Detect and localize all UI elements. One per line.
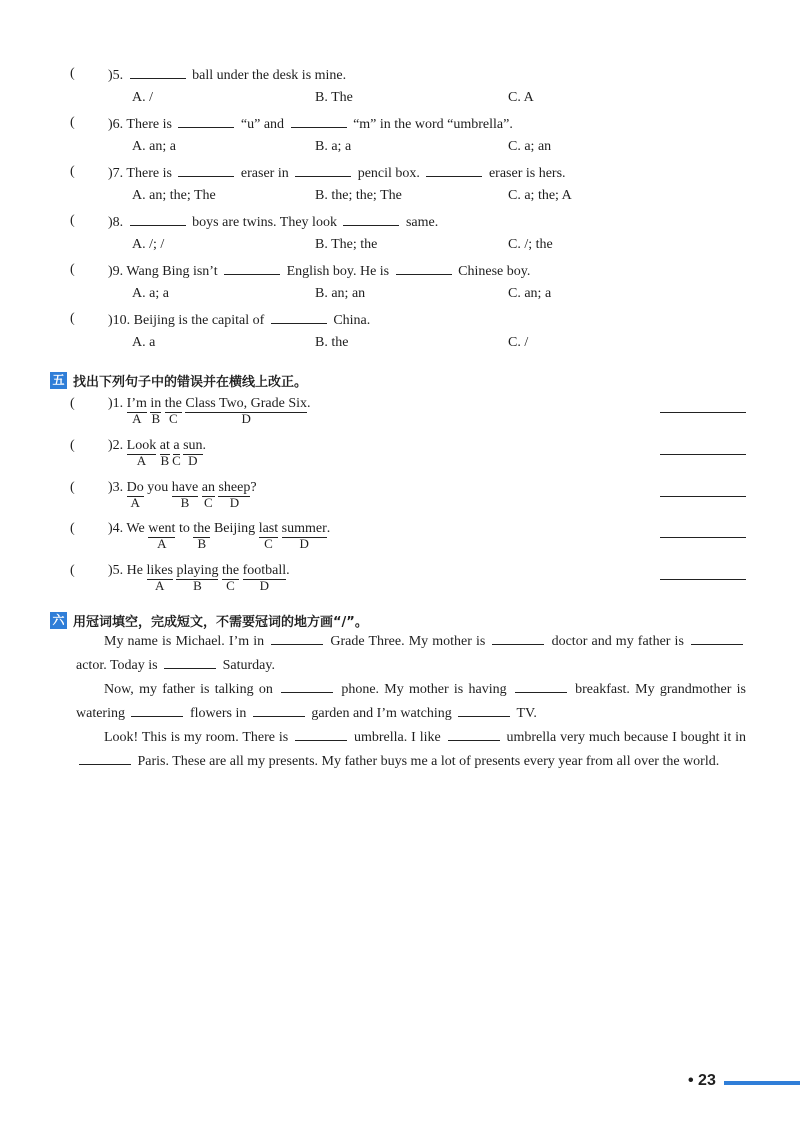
underlined-segment bbox=[218, 480, 251, 510]
sentence-text: We bbox=[126, 521, 149, 536]
segment-label: B bbox=[197, 536, 207, 551]
underlined-segment bbox=[281, 521, 327, 551]
segment-label: A bbox=[132, 411, 142, 426]
segment-text: at bbox=[159, 438, 170, 453]
underlined-segment bbox=[150, 396, 162, 426]
question-number: )7. bbox=[108, 166, 127, 181]
segment-text: summer bbox=[281, 521, 327, 536]
question-bracket[interactable]: ( bbox=[70, 480, 75, 495]
segment-label: B bbox=[160, 453, 170, 468]
passage-text: garden and I’m watching bbox=[307, 706, 456, 721]
question-number: )8. bbox=[108, 215, 127, 230]
error-sentence bbox=[108, 563, 290, 593]
question-bracket[interactable]: ( bbox=[70, 521, 75, 536]
answer-blank[interactable] bbox=[130, 66, 186, 79]
underlined-segment bbox=[148, 521, 176, 551]
section-five-header bbox=[50, 371, 307, 390]
passage-text: breakfast. My grandmother is watering bbox=[76, 682, 746, 721]
segment-label: D bbox=[299, 536, 309, 551]
answer-option: C. a; the; A bbox=[508, 188, 572, 203]
segment-label: C bbox=[226, 578, 235, 593]
segment-text: the bbox=[193, 521, 211, 536]
sentence-text: you bbox=[143, 480, 172, 495]
answer-option: B. The; the bbox=[315, 237, 378, 252]
question-number: )10. bbox=[108, 313, 134, 328]
underlined-segment bbox=[171, 480, 199, 510]
answer-blank[interactable] bbox=[79, 752, 131, 765]
passage-text: flowers in bbox=[186, 706, 250, 721]
answer-blank[interactable] bbox=[271, 311, 327, 324]
passage-text: actor. Today is bbox=[76, 658, 162, 673]
answer-blank[interactable] bbox=[178, 164, 234, 177]
segment-label: C bbox=[172, 453, 181, 468]
passage-text: My name is Michael. I’m in bbox=[104, 634, 269, 649]
segment-text: playing bbox=[176, 563, 219, 578]
segment-label: B bbox=[193, 578, 202, 593]
passage-text: umbrella. I like bbox=[350, 730, 445, 745]
underlined-segment bbox=[221, 563, 240, 593]
answer-blank[interactable] bbox=[396, 262, 452, 275]
segment-text: the bbox=[221, 563, 240, 578]
question-text: “m” in the word “umbrella”. bbox=[349, 117, 513, 132]
answer-blank[interactable] bbox=[291, 115, 347, 128]
segment-label: A bbox=[130, 495, 140, 510]
question-bracket[interactable]: ( bbox=[70, 66, 75, 81]
passage-paragraph bbox=[76, 726, 746, 774]
segment-label: A bbox=[136, 453, 147, 468]
question-bracket[interactable]: ( bbox=[70, 311, 75, 326]
underlined-segment bbox=[193, 521, 211, 551]
answer-option: A. / bbox=[132, 90, 153, 105]
segment-label: D bbox=[259, 578, 270, 593]
passage-text: doctor and my father is bbox=[547, 634, 689, 649]
sentence-text: . bbox=[307, 396, 311, 411]
underlined-segment bbox=[126, 480, 144, 510]
passage-text: umbrella very much because I bought it in bbox=[502, 730, 746, 745]
segment-text: the bbox=[164, 396, 182, 411]
answer-option: A. /; / bbox=[132, 237, 165, 252]
question-text: boys are twins. They look bbox=[188, 215, 341, 230]
segment-label: D bbox=[188, 453, 198, 468]
error-sentence bbox=[108, 396, 311, 426]
passage-text: phone. My mother is having bbox=[336, 682, 512, 697]
answer-blank[interactable] bbox=[130, 213, 186, 226]
segment-text: sun bbox=[183, 438, 203, 453]
sentence-text: Beijing bbox=[210, 521, 259, 536]
underlined-segment bbox=[185, 396, 308, 426]
segment-text: in bbox=[150, 396, 162, 411]
underlined-segment bbox=[172, 438, 181, 468]
question-text: Chinese boy. bbox=[454, 264, 531, 279]
error-sentence bbox=[108, 480, 257, 510]
question-bracket[interactable]: ( bbox=[70, 396, 75, 411]
question-text: eraser in bbox=[237, 166, 293, 181]
segment-text: I’m bbox=[126, 396, 147, 411]
underlined-segment bbox=[164, 396, 182, 426]
segment-label: D bbox=[241, 411, 251, 426]
segment-text: Look bbox=[126, 438, 157, 453]
sentence-text: ? bbox=[250, 480, 257, 495]
section-six-title: 用冠词填空，完成短文，不需要冠词的地方画“/”。 bbox=[73, 615, 368, 630]
passage-text: Grade Three. My mother is bbox=[326, 634, 490, 649]
underlined-segment bbox=[146, 563, 173, 593]
question-bracket[interactable]: ( bbox=[70, 563, 75, 578]
segment-label: C bbox=[168, 411, 178, 426]
sentence-text: . bbox=[286, 563, 290, 578]
sentence-text: . bbox=[202, 438, 207, 453]
answer-blank[interactable] bbox=[271, 632, 323, 645]
correction-line[interactable] bbox=[660, 412, 746, 413]
answer-blank[interactable] bbox=[492, 632, 544, 645]
segment-label: A bbox=[157, 536, 167, 551]
question-bracket[interactable]: ( bbox=[70, 115, 75, 130]
underlined-segment bbox=[176, 563, 219, 593]
segment-text: sheep bbox=[218, 480, 251, 495]
section-five-badge: 五 bbox=[50, 372, 67, 389]
underlined-segment bbox=[126, 438, 157, 468]
passage-text: Paris. These are all my presents. My father buys me a lot of presents every year from all over the world. bbox=[134, 754, 720, 769]
segment-text: went bbox=[148, 521, 176, 536]
question-stem bbox=[108, 66, 346, 84]
question-text: English boy. He is bbox=[283, 264, 393, 279]
question-bracket[interactable]: ( bbox=[70, 164, 75, 179]
segment-text: an bbox=[201, 480, 215, 495]
answer-blank[interactable] bbox=[224, 262, 280, 275]
section-six-badge: 六 bbox=[50, 612, 67, 629]
answer-option: C. / bbox=[508, 335, 529, 350]
question-number: )5. bbox=[108, 68, 127, 83]
answer-option: A. a; a bbox=[132, 286, 169, 301]
question-stem bbox=[108, 115, 513, 133]
underlined-segment bbox=[159, 438, 170, 468]
answer-blank[interactable] bbox=[164, 656, 216, 669]
segment-text: Do bbox=[126, 480, 144, 495]
segment-text: a bbox=[173, 438, 180, 453]
question-text: “u” and bbox=[237, 117, 288, 132]
segment-label: B bbox=[180, 495, 190, 510]
error-sentence bbox=[108, 521, 331, 551]
segment-label: C bbox=[264, 536, 273, 551]
segment-text: have bbox=[171, 480, 199, 495]
correction-line[interactable] bbox=[660, 496, 746, 497]
segment-label: A bbox=[155, 578, 165, 593]
answer-blank[interactable] bbox=[295, 164, 351, 177]
answer-option: C. an; a bbox=[508, 286, 552, 301]
section-five-title: 找出下列句子中的错误并在横线上改正。 bbox=[73, 375, 308, 390]
answer-blank[interactable] bbox=[458, 704, 510, 717]
page-number-bar bbox=[724, 1081, 800, 1085]
question-stem bbox=[108, 262, 530, 280]
question-text: Beijing is the capital of bbox=[133, 313, 268, 328]
error-sentence bbox=[108, 438, 207, 468]
correction-line[interactable] bbox=[660, 537, 746, 538]
answer-option: A. a bbox=[132, 335, 156, 350]
segment-text: football bbox=[242, 563, 287, 578]
answer-option: B. a; a bbox=[315, 139, 352, 154]
answer-option: C. A bbox=[508, 90, 534, 105]
segment-label: B bbox=[151, 411, 161, 426]
answer-blank[interactable] bbox=[448, 728, 500, 741]
question-number: )4. bbox=[108, 521, 127, 536]
answer-option: B. The bbox=[315, 90, 353, 105]
answer-option: A. an; a bbox=[132, 139, 176, 154]
passage-text: Now, my father is talking on bbox=[104, 682, 279, 697]
answer-blank[interactable] bbox=[131, 704, 183, 717]
question-number: )6. bbox=[108, 117, 127, 132]
question-number: )3. bbox=[108, 480, 127, 495]
question-stem bbox=[108, 213, 438, 231]
answer-blank[interactable] bbox=[343, 213, 399, 226]
question-number: )1. bbox=[108, 396, 127, 411]
question-number: )2. bbox=[108, 438, 127, 453]
answer-blank[interactable] bbox=[281, 680, 333, 693]
sentence-text: He bbox=[126, 563, 147, 578]
question-text: Wang Bing isn’t bbox=[126, 264, 222, 279]
underlined-segment bbox=[201, 480, 215, 510]
section-six-header bbox=[50, 611, 368, 630]
question-text: China. bbox=[329, 313, 371, 328]
underlined-segment bbox=[183, 438, 203, 468]
answer-blank[interactable] bbox=[515, 680, 567, 693]
segment-text: likes bbox=[146, 563, 173, 578]
answer-blank[interactable] bbox=[691, 632, 743, 645]
answer-blank[interactable] bbox=[178, 115, 234, 128]
page-number: • 23 bbox=[688, 1072, 716, 1089]
answer-option: B. the; the; The bbox=[315, 188, 402, 203]
question-text: eraser is hers. bbox=[485, 166, 566, 181]
question-text: ball under the desk is mine. bbox=[188, 68, 347, 83]
passage-text: TV. bbox=[513, 706, 537, 721]
question-stem bbox=[108, 311, 370, 329]
answer-blank[interactable] bbox=[295, 728, 347, 741]
segment-text: last bbox=[258, 521, 279, 536]
correction-line[interactable] bbox=[660, 454, 746, 455]
passage-paragraph bbox=[76, 678, 746, 726]
question-number: )9. bbox=[108, 264, 127, 279]
passage-text: Look! This is my room. There is bbox=[104, 730, 293, 745]
segment-text: Class Two, Grade Six bbox=[185, 396, 308, 411]
underlined-segment bbox=[126, 396, 147, 426]
underlined-segment bbox=[242, 563, 287, 593]
correction-line[interactable] bbox=[660, 579, 746, 580]
question-text: pencil box. bbox=[354, 166, 424, 181]
segment-label: D bbox=[229, 495, 240, 510]
underlined-segment bbox=[258, 521, 279, 551]
question-bracket[interactable]: ( bbox=[70, 213, 75, 228]
answer-option: B. the bbox=[315, 335, 349, 350]
question-bracket[interactable]: ( bbox=[70, 438, 75, 453]
answer-blank[interactable] bbox=[253, 704, 305, 717]
sentence-text: to bbox=[175, 521, 194, 536]
question-number: )5. bbox=[108, 563, 127, 578]
question-bracket[interactable]: ( bbox=[70, 262, 75, 277]
question-stem bbox=[108, 164, 566, 182]
answer-blank[interactable] bbox=[426, 164, 482, 177]
answer-option: C. /; the bbox=[508, 237, 553, 252]
answer-option: A. an; the; The bbox=[132, 188, 216, 203]
question-text: same. bbox=[402, 215, 439, 230]
segment-label: C bbox=[204, 495, 213, 510]
answer-option: C. a; an bbox=[508, 139, 552, 154]
answer-option: B. an; an bbox=[315, 286, 366, 301]
passage-paragraph bbox=[76, 630, 746, 678]
passage-text: Saturday. bbox=[219, 658, 275, 673]
sentence-text: . bbox=[326, 521, 331, 536]
question-text: There is bbox=[126, 166, 176, 181]
question-text: There is bbox=[126, 117, 176, 132]
